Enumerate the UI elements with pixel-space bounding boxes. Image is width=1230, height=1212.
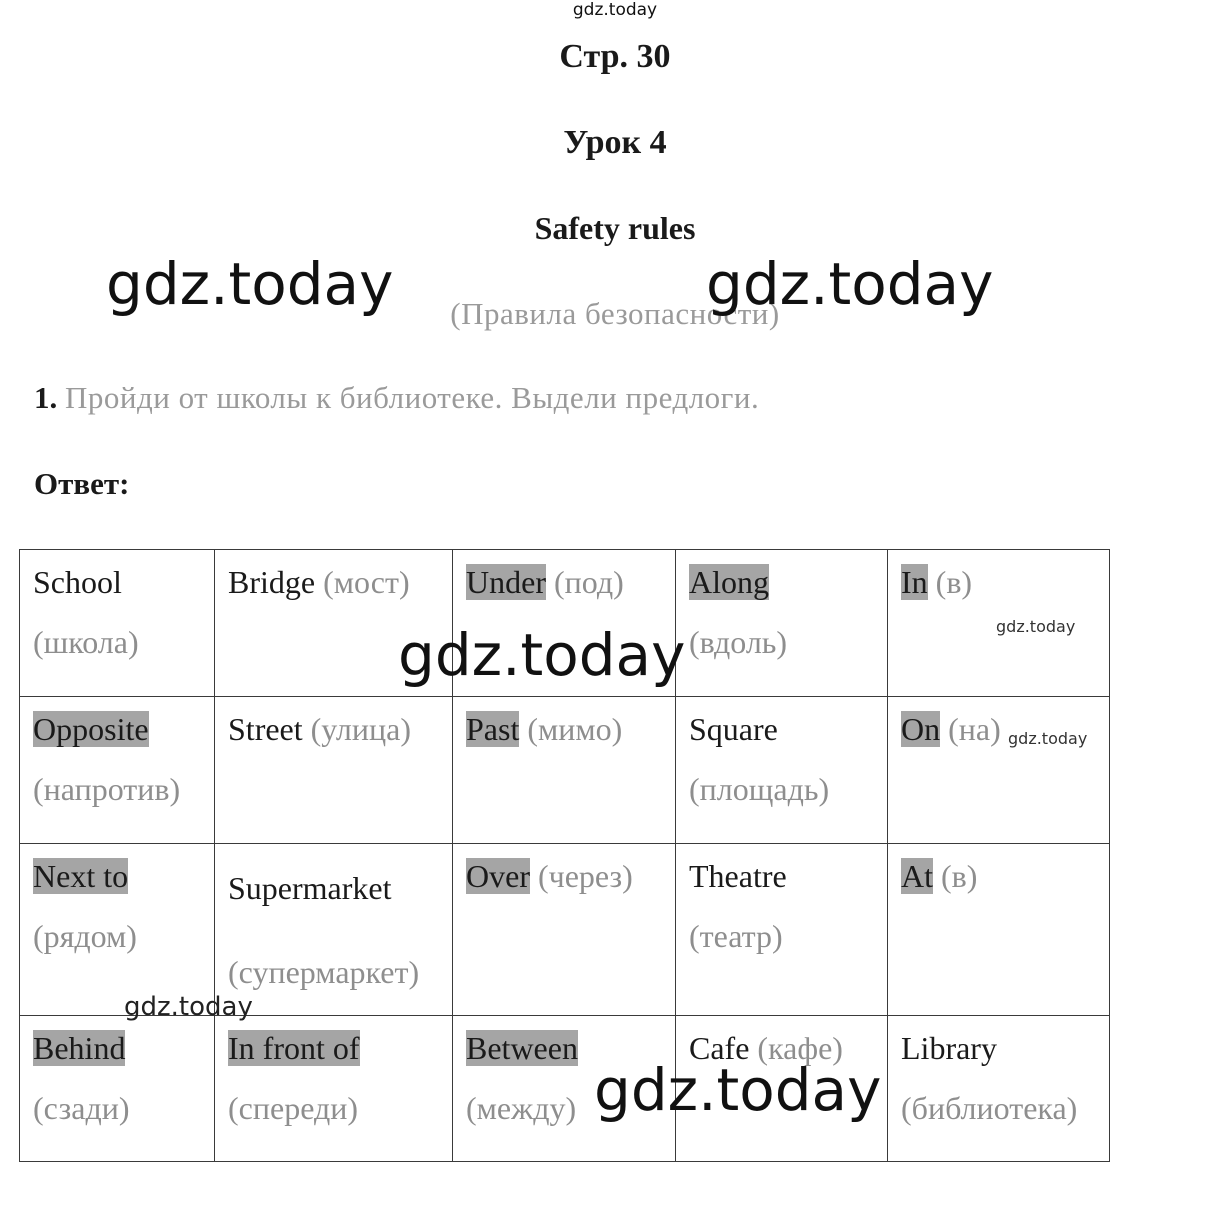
word-ru: (школа) [33, 624, 139, 660]
word-en: Square [689, 711, 778, 747]
word-en: Theatre [689, 858, 787, 894]
word-ru: (улица) [310, 711, 411, 747]
watermark: gdz.today [106, 250, 394, 318]
word-ru: (вдоль) [689, 624, 788, 660]
table-row [20, 1016, 1110, 1162]
word-en: Behind [33, 1030, 126, 1066]
word-en: Past [466, 711, 520, 747]
watermark: gdz.today [996, 617, 1076, 636]
table-cell [676, 550, 888, 697]
task-line [34, 380, 759, 416]
word-en: Over [466, 858, 530, 894]
word-en: Street [228, 711, 303, 747]
word-en: Opposite [33, 711, 149, 747]
word-ru: (под) [553, 564, 624, 600]
word-ru: (рядом) [33, 918, 137, 954]
word-en: At [901, 858, 933, 894]
watermark-top: gdz.today [572, 0, 658, 20]
word-en: Between [466, 1030, 578, 1066]
table-cell [20, 1016, 215, 1162]
watermark: gdz.today [706, 250, 994, 318]
topic-title: Safety rules [534, 210, 696, 246]
table-cell [215, 697, 453, 844]
word-ru: (площадь) [689, 771, 830, 807]
table-cell [888, 1016, 1110, 1162]
word-ru: (сзади) [33, 1090, 130, 1126]
word-ru: (спереди) [228, 1090, 359, 1126]
watermark: gdz.today [398, 621, 686, 689]
word-ru: (супермаркет) [228, 954, 420, 990]
table-cell [20, 550, 215, 697]
lesson-title: Урок 4 [563, 124, 667, 161]
watermark: gdz.today [594, 1056, 882, 1124]
table-cell [676, 844, 888, 1016]
word-en: Supermarket [228, 870, 392, 906]
word-ru: (мост) [323, 564, 410, 600]
task-text: Пройди от школы к библиотеке. Выдели предлоги. [65, 380, 760, 415]
topic-translation: (Правила безопасности) [450, 296, 780, 331]
word-ru: (в) [935, 564, 973, 600]
table-cell [453, 844, 676, 1016]
word-ru: (через) [537, 858, 633, 894]
word-ru: (в) [941, 858, 978, 894]
table-cell [453, 697, 676, 844]
watermark: gdz.today [1008, 729, 1088, 748]
word-ru: (кафе) [757, 1030, 843, 1066]
word-en: In front of [228, 1030, 360, 1066]
word-ru: (театр) [689, 918, 783, 954]
word-ru: (мимо) [527, 711, 623, 747]
table-cell [215, 1016, 453, 1162]
word-en: Next to [33, 858, 129, 894]
page-number: Стр. 30 [559, 38, 671, 75]
table-cell [20, 697, 215, 844]
word-en: Under [466, 564, 546, 600]
word-ru: (напротив) [33, 771, 181, 807]
table-cell [888, 844, 1110, 1016]
table-row [20, 697, 1110, 844]
table-row [20, 844, 1110, 1016]
word-en: On [901, 711, 941, 747]
table-cell [215, 844, 453, 1016]
task-number: 1. [34, 380, 58, 415]
table-cell [676, 697, 888, 844]
word-ru: (библиотека) [901, 1090, 1078, 1126]
watermark: gdz.today [124, 992, 253, 1022]
word-en: Along [689, 564, 769, 600]
word-en: School [33, 564, 122, 600]
word-en: Cafe [689, 1030, 750, 1066]
answer-label: Ответ: [34, 466, 130, 501]
word-ru: (на) [948, 711, 1001, 747]
word-ru: (между) [466, 1090, 577, 1126]
word-en: In [901, 564, 928, 600]
word-en: Bridge [228, 564, 316, 600]
word-en: Library [901, 1030, 997, 1066]
table-cell [20, 844, 215, 1016]
table-cell [888, 697, 1110, 844]
